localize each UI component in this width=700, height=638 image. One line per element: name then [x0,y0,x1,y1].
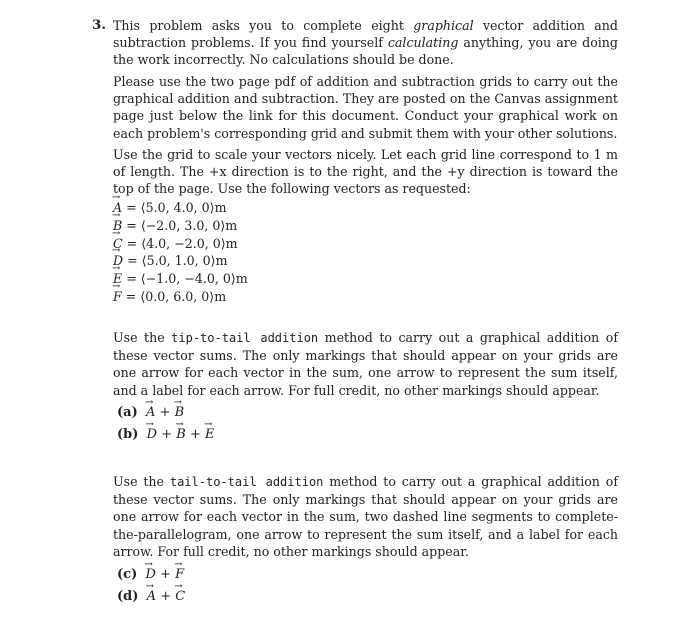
plus-sign: + [155,567,176,582]
sum-term: → E [205,424,215,446]
tip-to-tail-rest: method to carry out a graphical addition of these vector sums. The only markings that should appear on your grids are one arrow for each vector in the sum, one arrow to represent the sum itself, and a label for each arrow. For full credit, no other markings should appear. [113,330,618,398]
intro-emph-graphical: graphical [413,18,474,33]
part-a [117,402,215,424]
sum-term: → C [175,586,185,608]
vector-symbol: → C [113,235,123,253]
tail-to-tail-paragraph [113,473,618,560]
sum-term: → A [147,586,156,608]
plus-sign: + [157,427,177,442]
vector-value: = ⟨−2.0, 3.0, 0⟩m [122,217,238,233]
intro-text-3: anything, you are doing the work incorrectly. No calculations should be done. [113,35,618,68]
sum-term: → B [175,402,185,424]
intro-emph-calculating: calculating [387,35,459,51]
part-d [117,586,185,608]
vector-symbol: → B [113,217,122,235]
tail-to-tail-method: tail-to-tail addition [169,475,324,489]
tail-to-tail-parts [117,564,185,608]
intro-paragraph [113,17,618,69]
plus-sign: + [155,405,175,420]
problem-number: 3. [92,17,106,33]
tip-to-tail-method: tip-to-tail addition [171,331,319,345]
vector-symbol: → A [113,199,122,217]
part-label: (b) [117,427,139,442]
vector-def-f [113,288,248,306]
sum-term: → D [145,564,155,586]
vector-symbol: → E [113,270,122,288]
part-label: (c) [117,567,138,582]
vector-symbol: → F [113,288,122,306]
sum-term: → D [147,424,157,446]
vector-symbol: → D [113,252,123,270]
grids-paragraph: Please use the two page pdf of addition and subtraction grids to carry out the graphical addition and subtraction. They are posted on the Canvas assignment page just below the link for this document. Conduct your graphical work on each problem's corresponding grid and submit them with your other solutions. [113,74,618,141]
sum-term: → A [146,402,155,424]
vector-value: = ⟨−1.0, −4.0, 0⟩m [122,271,248,287]
tail-to-tail-rest: method to carry out a graphical addition of these vector sums. The only markings that should appear on your grids are one arrow for each vector in the sum, two dashed line segments to complete-the-parallelogram, one arrow to represent the sum itself, and a label for each arrow. For full credit, no other markings should appear. [113,474,618,559]
intro-text-1: This problem asks you to complete eight [113,18,414,33]
sum-term: → F [175,564,184,586]
vector-def-a [113,199,248,217]
vector-value: = ⟨4.0, −2.0, 0⟩m [122,235,238,251]
vector-def-e [113,270,248,288]
vector-def-d [113,252,248,270]
tip-to-tail-lead: Use the [113,330,172,345]
plus-sign: + [156,589,176,604]
tail-to-tail-lead: Use the [113,474,170,489]
tip-to-tail-parts [117,402,215,446]
part-label: (a) [117,405,138,420]
sum-term: → B [176,424,186,446]
part-b [117,424,215,446]
vector-def-c [113,235,248,253]
vector-def-b [113,217,248,235]
scale-paragraph: Use the grid to scale your vectors nicely. Let each grid line correspond to 1 m of length. The +x direction is to the right, and the +y direction is toward the top of the page. Use the following vectors as requested: [113,147,618,197]
vector-value: = ⟨5.0, 1.0, 0⟩m [123,253,228,269]
part-label: (d) [117,589,139,604]
vector-value: = ⟨5.0, 4.0, 0⟩m [122,200,227,215]
vector-list [113,199,248,306]
plus-sign: + [185,427,206,442]
tip-to-tail-paragraph [113,329,618,399]
intro-text-2: vector addition and subtraction problems. If you find yourself [113,18,618,51]
vector-value: = ⟨0.0, 6.0, 0⟩m [121,288,227,304]
